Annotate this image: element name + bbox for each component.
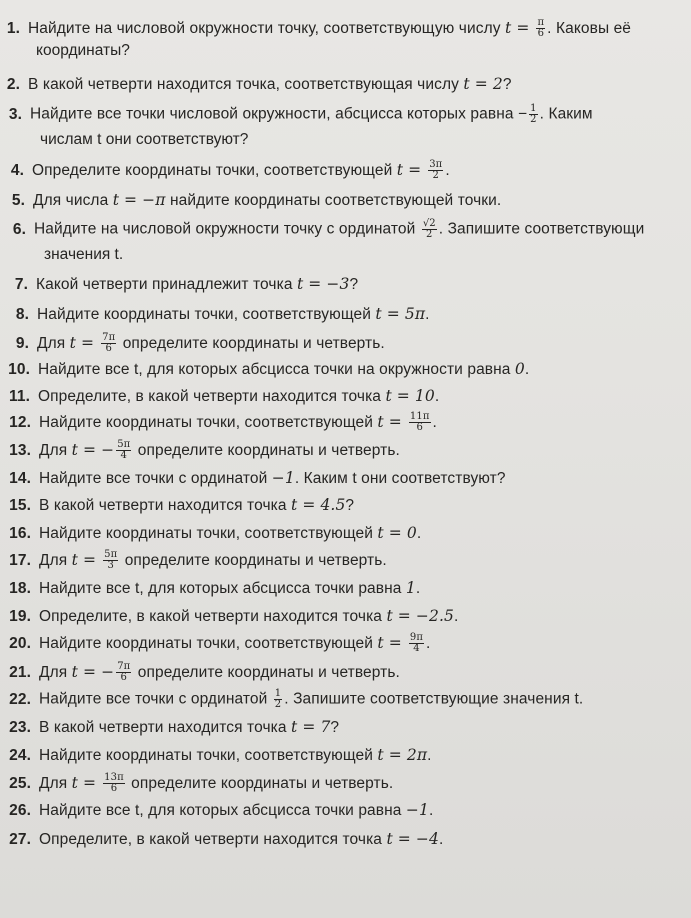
- problem-text-end: .: [416, 525, 422, 542]
- math-expr: t = 4.5: [290, 496, 346, 514]
- fraction-numerator: 5π: [117, 439, 131, 451]
- problem-text: В какой четверти находится точка: [39, 497, 291, 514]
- fraction: [409, 633, 424, 654]
- problem-text-end: .: [427, 747, 432, 764]
- problem-number: 10.: [8, 361, 30, 378]
- fraction: [428, 160, 443, 181]
- problem-text: В какой четверти находится точка: [39, 719, 291, 736]
- problem-19: [0, 606, 458, 627]
- problem-22: [0, 689, 583, 710]
- problem-text: Для: [37, 335, 70, 352]
- problem-number: 1.: [6, 20, 20, 37]
- problem-text-end: . Каким t они соответствуют?: [294, 470, 506, 487]
- problem-text: Определите координаты точки, соответствующей: [32, 162, 397, 179]
- problem-number: 26.: [9, 802, 31, 819]
- fraction: [101, 333, 116, 354]
- problem-text-end: ?: [349, 276, 359, 293]
- math-expr: t = −π: [112, 191, 166, 209]
- math-expr: t =: [377, 634, 407, 652]
- fraction-denominator: 6: [416, 422, 423, 434]
- problem-text: Найдите на числовой окружности точку, соответствующую числу: [28, 20, 505, 37]
- problem-25: [0, 773, 393, 794]
- problem-4: [0, 160, 450, 181]
- fraction-denominator: 4: [120, 450, 128, 462]
- problem-6-continuation: значения t.: [44, 246, 124, 263]
- problem-10: [0, 359, 529, 380]
- fraction: [529, 104, 537, 125]
- problem-number: 24.: [9, 747, 31, 764]
- problem-26: [0, 800, 433, 821]
- problem-number: 7.: [14, 276, 28, 293]
- problem-2: [0, 74, 512, 95]
- fraction: [409, 412, 431, 433]
- problem-number: 20.: [9, 635, 31, 652]
- problem-number: 16.: [9, 525, 31, 542]
- math-expr: t = 2π: [377, 746, 428, 764]
- problem-text: Для: [39, 775, 72, 792]
- problem-number: 6.: [12, 220, 26, 238]
- fraction-numerator: π: [537, 17, 545, 29]
- math-expr: t =: [71, 551, 102, 569]
- problem-text-end: найдите координаты соответствующей точки.: [165, 192, 502, 209]
- problem-number: 21.: [9, 664, 31, 681]
- problem-text: Найдите координаты точки, соответствующей: [39, 414, 378, 431]
- math-expr: t = 0: [377, 524, 417, 542]
- problem-number: 14.: [9, 470, 31, 487]
- problem-text: Найдите координаты точки, соответствующей: [39, 747, 378, 764]
- problem-text-end: определите координаты и четверть.: [126, 775, 394, 792]
- problem-15: [0, 495, 354, 516]
- math-expr: t = −: [71, 441, 115, 459]
- problem-number: 27.: [9, 831, 31, 848]
- fraction: [422, 219, 437, 240]
- problem-17: [0, 550, 387, 571]
- problem-text: Найдите все точки с ординатой: [39, 470, 272, 487]
- problem-text-end: .: [415, 580, 421, 597]
- problem-text-end: определите координаты и четверть.: [118, 335, 385, 352]
- fraction-denominator: 6: [110, 783, 118, 795]
- fraction: [103, 550, 118, 571]
- math-expr: 0: [514, 360, 525, 378]
- problem-9: [0, 333, 385, 354]
- problem-12: [0, 412, 437, 433]
- problem-text-end: .: [425, 306, 430, 323]
- problem-text-end: .: [453, 608, 459, 625]
- problem-text: Для числа: [33, 192, 113, 209]
- problem-number: 13.: [9, 442, 31, 459]
- problem-3-continuation: числам t они соответствуют?: [40, 131, 249, 148]
- problem-number: 19.: [9, 608, 31, 625]
- fraction-denominator: 2: [530, 114, 537, 125]
- math-expr: t =: [396, 161, 427, 179]
- fraction: [274, 689, 282, 710]
- problem-text-end: определите координаты и четверть.: [120, 552, 387, 569]
- fraction-denominator: 3: [107, 560, 114, 572]
- math-expr: t = −: [71, 663, 115, 681]
- fraction-numerator: 9π: [409, 632, 424, 644]
- fraction-denominator: 2: [432, 170, 440, 182]
- math-expr: t =: [71, 774, 102, 792]
- problem-text: Какой четверти принадлежит точка: [36, 276, 297, 293]
- problem-text-end: . Запишите соответствующие значения t.: [284, 690, 584, 708]
- problem-text: Для: [39, 664, 72, 681]
- problem-6: [0, 219, 644, 240]
- problem-16: [0, 523, 421, 544]
- fraction-numerator: √2: [422, 218, 436, 229]
- problem-number: 3.: [8, 105, 22, 123]
- fraction-numerator: 5π: [104, 549, 118, 561]
- problem-20: [0, 633, 430, 654]
- math-expr: t =: [505, 19, 535, 37]
- fraction-denominator: 2: [274, 699, 282, 710]
- problem-text: Найдите координаты точки, соответствующей: [39, 525, 378, 542]
- fraction: [536, 18, 545, 39]
- problem-text: Определите, в какой четверти находится точка: [39, 608, 387, 625]
- problem-text: Найдите все точки числовой окружности, абсцисса которых равна −: [30, 105, 528, 123]
- fraction-numerator: 11π: [409, 411, 430, 423]
- problem-number: 25.: [9, 775, 31, 792]
- problem-number: 5.: [11, 192, 25, 209]
- problem-text-end: .: [434, 388, 440, 405]
- problem-text-end: . Каковы её: [547, 20, 632, 37]
- problem-number: 17.: [9, 552, 31, 569]
- problem-text-end: .: [428, 802, 434, 819]
- problem-text: Определите, в какой четверти находится точка: [39, 831, 387, 848]
- problem-text-end: .: [438, 831, 444, 848]
- problem-number: 12.: [9, 414, 31, 431]
- problem-number: 18.: [9, 580, 31, 597]
- math-expr: t = −3: [296, 275, 350, 293]
- math-expr: t = −4: [386, 830, 439, 848]
- problem-text-end: .: [432, 414, 437, 431]
- fraction-numerator: 1: [274, 688, 282, 699]
- fraction-numerator: 7π: [102, 332, 116, 344]
- fraction-numerator: 3π: [429, 159, 443, 171]
- problem-text: Найдите все t, для которых абсцисса точки равна: [39, 580, 406, 597]
- problem-text: Для: [39, 442, 72, 459]
- problem-text-end: .: [524, 361, 530, 378]
- problem-number: 15.: [9, 497, 31, 514]
- fraction: [116, 440, 131, 461]
- problem-text-end: .: [445, 162, 450, 179]
- problem-number: 8.: [15, 306, 29, 323]
- problem-11: [0, 386, 439, 407]
- problem-text: Найдите на числовой окружности точку с ординатой: [34, 220, 420, 238]
- problem-text-end: определите координаты и четверть.: [133, 442, 400, 459]
- problem-23: [0, 717, 339, 738]
- problem-number: 22.: [9, 690, 31, 708]
- math-expr: −1: [405, 801, 429, 819]
- problem-24: [0, 745, 432, 766]
- math-expr: t = 5π: [375, 305, 426, 323]
- fraction-denominator: 6: [120, 672, 128, 684]
- problem-text-end: . Запишите соответствующи: [438, 220, 645, 238]
- problem-1: [0, 18, 631, 39]
- problem-text: Найдите все точки с ординатой: [39, 690, 272, 708]
- problem-text-end: определите координаты и четверть.: [133, 664, 400, 681]
- math-expr: t =: [377, 413, 407, 431]
- fraction-numerator: 1: [530, 103, 537, 114]
- problem-number: 11.: [9, 388, 30, 405]
- problem-text-end: ?: [502, 76, 512, 93]
- problem-text-end: ?: [330, 719, 340, 736]
- math-expr: 1: [405, 579, 416, 597]
- problem-text: Найдите координаты точки, соответствующей: [37, 306, 376, 323]
- fraction-denominator: 4: [413, 643, 420, 655]
- fraction: [103, 773, 125, 794]
- problem-7: [0, 274, 358, 295]
- math-expr: t = 2: [463, 75, 503, 93]
- math-expr: t = −2.5: [386, 607, 454, 625]
- problem-14: [0, 468, 506, 489]
- fraction-denominator: 6: [537, 28, 545, 40]
- problem-number: 2.: [6, 76, 20, 93]
- problem-number: 23.: [9, 719, 31, 736]
- problem-text: Определите, в какой четверти находится точка: [38, 388, 386, 405]
- problem-5: [0, 190, 501, 211]
- math-expr: −1: [271, 469, 295, 487]
- problem-text: Найдите все t, для которых абсцисса точки равна: [39, 802, 406, 819]
- problem-18: [0, 578, 420, 599]
- fraction-denominator: 6: [105, 343, 112, 355]
- problem-text-end: .: [426, 635, 431, 652]
- problem-text: Найдите координаты точки, соответствующей: [39, 635, 378, 652]
- problem-1-continuation: координаты?: [36, 42, 130, 59]
- problem-text: Для: [39, 552, 72, 569]
- problem-number: 9.: [15, 335, 29, 352]
- problem-8: [0, 304, 430, 325]
- math-expr: t = 7: [290, 718, 331, 736]
- problem-13: [0, 440, 400, 461]
- math-expr: t = 10: [385, 387, 435, 405]
- fraction-numerator: 13π: [104, 772, 124, 784]
- fraction-denominator: 2: [426, 229, 433, 240]
- problem-text-end: . Каким: [539, 105, 593, 123]
- problem-text: В какой четверти находится точка, соответствующая числу: [28, 76, 464, 93]
- math-expr: t =: [69, 334, 100, 352]
- problem-21: [0, 662, 400, 683]
- fraction-numerator: 7π: [117, 661, 131, 673]
- problem-number: 4.: [10, 162, 24, 179]
- problem-text-end: ?: [345, 497, 355, 514]
- problem-3: [0, 104, 593, 125]
- problem-27: [0, 829, 443, 850]
- problem-text: Найдите все t, для которых абсцисса точки на окружности равна: [38, 361, 515, 378]
- fraction: [116, 662, 131, 683]
